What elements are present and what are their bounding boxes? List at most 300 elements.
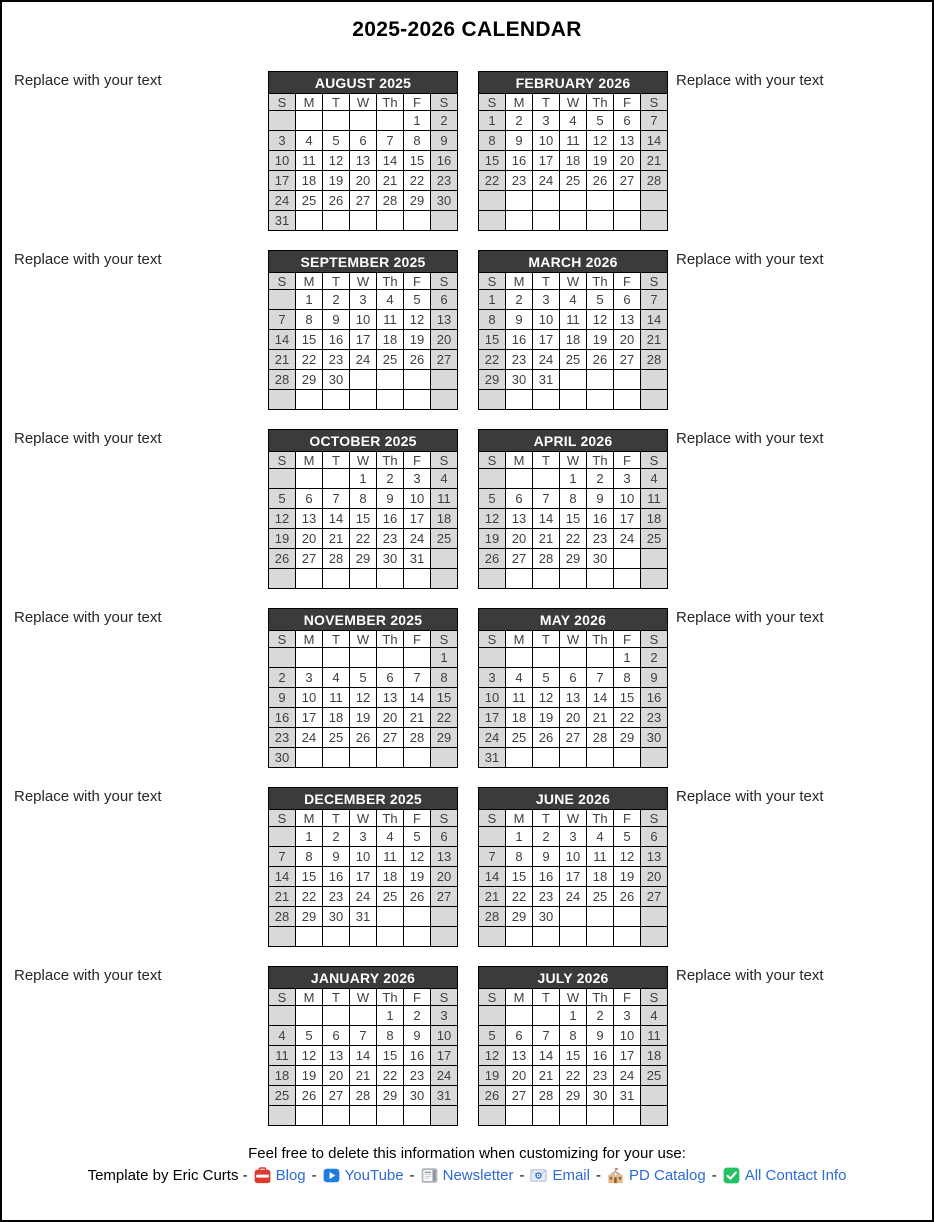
- day-cell: [350, 927, 377, 947]
- day-cell: 12: [479, 509, 506, 529]
- day-cell: 30: [323, 907, 350, 927]
- day-cell: 4: [641, 1006, 668, 1026]
- day-cell: 8: [350, 489, 377, 509]
- weekday-header: S: [269, 631, 296, 648]
- day-cell: 11: [296, 151, 323, 171]
- day-cell: [296, 927, 323, 947]
- day-cell: 1: [614, 648, 641, 668]
- day-cell: 12: [296, 1046, 323, 1066]
- weekday-header: S: [641, 452, 668, 469]
- day-cell: 20: [296, 529, 323, 549]
- weekday-header: M: [296, 989, 323, 1006]
- day-cell: 5: [479, 489, 506, 509]
- day-cell: [614, 390, 641, 410]
- weekday-header: S: [431, 810, 458, 827]
- day-cell: 5: [479, 1026, 506, 1046]
- weekday-header: W: [350, 94, 377, 111]
- week-row: [269, 549, 458, 569]
- day-cell: 14: [641, 310, 668, 330]
- day-cell: 29: [296, 907, 323, 927]
- day-cell: 1: [404, 111, 431, 131]
- week-row: [269, 151, 458, 171]
- day-cell: 18: [560, 151, 587, 171]
- week-row: [269, 390, 458, 410]
- link-email[interactable]: Email: [552, 1167, 590, 1184]
- link-all-contact-info[interactable]: All Contact Info: [744, 1167, 847, 1184]
- day-cell: [587, 191, 614, 211]
- weekday-header: Th: [587, 631, 614, 648]
- day-cell: [587, 748, 614, 768]
- weekday-header: F: [404, 989, 431, 1006]
- week-row: [479, 847, 668, 867]
- day-cell: [323, 648, 350, 668]
- day-cell: 4: [560, 111, 587, 131]
- day-cell: [377, 648, 404, 668]
- day-cell: 18: [560, 330, 587, 350]
- week-row: [479, 748, 668, 768]
- week-row: [479, 489, 668, 509]
- day-cell: 13: [431, 310, 458, 330]
- weekday-header: S: [431, 631, 458, 648]
- day-cell: 4: [269, 1026, 296, 1046]
- weekday-header: T: [323, 94, 350, 111]
- week-row: [479, 648, 668, 668]
- day-cell: [269, 1106, 296, 1126]
- day-cell: [479, 648, 506, 668]
- day-cell: 6: [377, 668, 404, 688]
- week-row: [479, 1106, 668, 1126]
- weekday-header: T: [533, 273, 560, 290]
- all-contact-info-icon[interactable]: [723, 1167, 740, 1184]
- day-cell: 2: [404, 1006, 431, 1026]
- day-cell: 25: [641, 1066, 668, 1086]
- weekday-header: Th: [377, 273, 404, 290]
- week-row: [269, 927, 458, 947]
- day-cell: 23: [323, 887, 350, 907]
- weekday-header: F: [614, 273, 641, 290]
- weekday-header: S: [479, 810, 506, 827]
- day-cell: 14: [377, 151, 404, 171]
- day-cell: 15: [506, 867, 533, 887]
- day-cell: 27: [506, 1086, 533, 1106]
- day-cell: 9: [506, 310, 533, 330]
- link-blog[interactable]: Blog: [275, 1167, 306, 1184]
- day-cell: [506, 469, 533, 489]
- weekday-header: T: [533, 94, 560, 111]
- day-cell: 5: [404, 290, 431, 310]
- email-icon[interactable]: [530, 1167, 547, 1184]
- weekday-header: T: [533, 452, 560, 469]
- day-cell: 4: [377, 290, 404, 310]
- placeholder-text-left[interactable]: Replace with your text: [14, 609, 162, 626]
- weekday-header: W: [560, 452, 587, 469]
- day-cell: [641, 390, 668, 410]
- week-row: [479, 350, 668, 370]
- week-row: [269, 111, 458, 131]
- weekday-header: F: [614, 810, 641, 827]
- day-cell: 13: [506, 509, 533, 529]
- placeholder-text-right[interactable]: Replace with your text: [676, 72, 824, 89]
- day-cell: 1: [479, 290, 506, 310]
- day-cell: 7: [479, 847, 506, 867]
- day-cell: 15: [479, 330, 506, 350]
- weekday-header: S: [641, 273, 668, 290]
- day-cell: 30: [377, 549, 404, 569]
- day-cell: [323, 111, 350, 131]
- day-cell: [479, 927, 506, 947]
- day-cell: 5: [323, 131, 350, 151]
- day-cell: [431, 907, 458, 927]
- day-cell: 1: [431, 648, 458, 668]
- day-cell: [614, 549, 641, 569]
- day-cell: 13: [323, 1046, 350, 1066]
- day-cell: 20: [614, 330, 641, 350]
- day-cell: 21: [533, 529, 560, 549]
- day-cell: 14: [587, 688, 614, 708]
- day-cell: 13: [614, 131, 641, 151]
- weekday-header: S: [431, 94, 458, 111]
- week-row: [269, 1066, 458, 1086]
- day-cell: [641, 1086, 668, 1106]
- day-cell: [587, 1106, 614, 1126]
- weekday-header: T: [323, 810, 350, 827]
- day-cell: 2: [587, 469, 614, 489]
- day-cell: 27: [377, 728, 404, 748]
- day-cell: 26: [404, 887, 431, 907]
- day-cell: 28: [587, 728, 614, 748]
- week-row: [269, 648, 458, 668]
- newsletter-icon[interactable]: [421, 1167, 438, 1184]
- month-calendar: [268, 787, 458, 947]
- day-cell: 23: [269, 728, 296, 748]
- day-cell: 19: [404, 867, 431, 887]
- day-cell: 18: [296, 171, 323, 191]
- day-cell: 10: [533, 310, 560, 330]
- day-cell: [479, 390, 506, 410]
- day-cell: [479, 569, 506, 589]
- day-cell: 11: [641, 1026, 668, 1046]
- day-cell: 24: [350, 887, 377, 907]
- day-cell: [587, 927, 614, 947]
- weekday-header: M: [296, 94, 323, 111]
- day-cell: 27: [350, 191, 377, 211]
- weekday-header: Th: [377, 989, 404, 1006]
- day-cell: 27: [296, 549, 323, 569]
- day-cell: 30: [269, 748, 296, 768]
- day-cell: 24: [533, 350, 560, 370]
- weekday-header: S: [479, 631, 506, 648]
- day-cell: [404, 748, 431, 768]
- placeholder-text-right[interactable]: Replace with your text: [676, 967, 824, 984]
- day-cell: 28: [533, 549, 560, 569]
- day-cell: 2: [269, 668, 296, 688]
- day-cell: [641, 549, 668, 569]
- weekday-header: F: [404, 452, 431, 469]
- weekday-header: T: [533, 989, 560, 1006]
- weekday-header: M: [296, 810, 323, 827]
- day-cell: [296, 211, 323, 231]
- day-cell: 7: [641, 290, 668, 310]
- day-cell: 8: [479, 131, 506, 151]
- day-cell: 23: [506, 350, 533, 370]
- day-cell: [533, 648, 560, 668]
- day-cell: 8: [296, 310, 323, 330]
- day-cell: 28: [269, 370, 296, 390]
- week-row: [269, 171, 458, 191]
- day-cell: [431, 748, 458, 768]
- day-cell: [560, 390, 587, 410]
- day-cell: 19: [587, 330, 614, 350]
- day-cell: 3: [350, 827, 377, 847]
- day-cell: 12: [404, 847, 431, 867]
- day-cell: [296, 1006, 323, 1026]
- day-cell: [377, 211, 404, 231]
- day-cell: [296, 748, 323, 768]
- month-title: FEBRUARY 2026: [479, 72, 668, 94]
- day-cell: [431, 390, 458, 410]
- day-cell: 3: [614, 1006, 641, 1026]
- week-row: [479, 1046, 668, 1066]
- day-cell: 7: [533, 489, 560, 509]
- day-cell: 28: [533, 1086, 560, 1106]
- day-cell: 19: [533, 708, 560, 728]
- day-cell: 13: [377, 688, 404, 708]
- day-cell: [614, 907, 641, 927]
- day-cell: 1: [350, 469, 377, 489]
- day-cell: [431, 549, 458, 569]
- day-cell: 9: [641, 668, 668, 688]
- week-row: [479, 131, 668, 151]
- day-cell: 22: [431, 708, 458, 728]
- week-row: [479, 111, 668, 131]
- day-cell: 6: [506, 489, 533, 509]
- calendar-row: [2, 966, 932, 1126]
- day-cell: 1: [377, 1006, 404, 1026]
- placeholder-text-left[interactable]: Replace with your text: [14, 430, 162, 447]
- day-cell: [431, 1106, 458, 1126]
- day-cell: [323, 469, 350, 489]
- day-cell: 19: [296, 1066, 323, 1086]
- day-cell: 11: [377, 310, 404, 330]
- week-row: [479, 171, 668, 191]
- month-title: MAY 2026: [479, 609, 668, 631]
- day-cell: 29: [377, 1086, 404, 1106]
- day-cell: [533, 569, 560, 589]
- placeholder-text-left[interactable]: Replace with your text: [14, 251, 162, 268]
- day-cell: 24: [614, 1066, 641, 1086]
- weekday-header: S: [479, 94, 506, 111]
- day-cell: 16: [506, 151, 533, 171]
- day-cell: 30: [431, 191, 458, 211]
- day-cell: 22: [296, 887, 323, 907]
- day-cell: [560, 927, 587, 947]
- day-cell: 26: [479, 1086, 506, 1106]
- link-youtube[interactable]: YouTube: [344, 1167, 404, 1184]
- day-cell: 11: [323, 688, 350, 708]
- day-cell: 7: [587, 668, 614, 688]
- day-cell: 31: [614, 1086, 641, 1106]
- weekday-header: W: [350, 452, 377, 469]
- footer-note: Feel free to delete this information when customizing for your use:: [248, 1145, 686, 1162]
- blog-icon[interactable]: [254, 1167, 271, 1184]
- day-cell: [506, 569, 533, 589]
- day-cell: [377, 907, 404, 927]
- day-cell: [404, 390, 431, 410]
- day-cell: [479, 1106, 506, 1126]
- day-cell: 28: [404, 728, 431, 748]
- day-cell: 25: [269, 1086, 296, 1106]
- day-cell: [269, 648, 296, 668]
- day-cell: 12: [350, 688, 377, 708]
- week-row: [479, 668, 668, 688]
- day-cell: 28: [377, 191, 404, 211]
- week-row: [479, 907, 668, 927]
- weekday-header: W: [560, 631, 587, 648]
- month-calendar: [268, 250, 458, 410]
- day-cell: 3: [296, 668, 323, 688]
- day-cell: 6: [614, 111, 641, 131]
- day-cell: [641, 191, 668, 211]
- weekday-header: W: [560, 810, 587, 827]
- day-cell: 27: [431, 350, 458, 370]
- week-row: [269, 350, 458, 370]
- day-cell: [323, 748, 350, 768]
- day-cell: [533, 927, 560, 947]
- day-cell: 5: [296, 1026, 323, 1046]
- day-cell: 2: [506, 290, 533, 310]
- week-row: [269, 509, 458, 529]
- week-row: [269, 708, 458, 728]
- month-calendar: [268, 71, 458, 231]
- day-cell: 15: [560, 1046, 587, 1066]
- day-cell: 30: [533, 907, 560, 927]
- day-cell: 22: [404, 171, 431, 191]
- link-newsletter[interactable]: Newsletter: [442, 1167, 514, 1184]
- week-row: [269, 688, 458, 708]
- week-row: [479, 191, 668, 211]
- day-cell: 25: [587, 887, 614, 907]
- day-cell: [377, 370, 404, 390]
- week-row: [479, 1026, 668, 1046]
- week-row: [269, 211, 458, 231]
- day-cell: 2: [323, 290, 350, 310]
- day-cell: [641, 927, 668, 947]
- day-cell: 19: [404, 330, 431, 350]
- day-cell: 16: [377, 509, 404, 529]
- youtube-icon[interactable]: [323, 1167, 340, 1184]
- day-cell: 24: [269, 191, 296, 211]
- weekday-header: Th: [587, 989, 614, 1006]
- weekday-header: M: [506, 989, 533, 1006]
- placeholder-text-right[interactable]: Replace with your text: [676, 609, 824, 626]
- day-cell: 10: [533, 131, 560, 151]
- day-cell: 10: [560, 847, 587, 867]
- day-cell: 4: [323, 668, 350, 688]
- month-title: JUNE 2026: [479, 788, 668, 810]
- month-title: SEPTEMBER 2025: [269, 251, 458, 273]
- day-cell: 6: [323, 1026, 350, 1046]
- day-cell: [614, 927, 641, 947]
- day-cell: 25: [377, 350, 404, 370]
- day-cell: [350, 1106, 377, 1126]
- weekday-header: Th: [377, 94, 404, 111]
- day-cell: 8: [479, 310, 506, 330]
- day-cell: 18: [431, 509, 458, 529]
- day-cell: 14: [533, 1046, 560, 1066]
- day-cell: 9: [587, 489, 614, 509]
- day-cell: 27: [614, 171, 641, 191]
- day-cell: 23: [587, 1066, 614, 1086]
- day-cell: [431, 927, 458, 947]
- day-cell: 4: [641, 469, 668, 489]
- week-row: [269, 1086, 458, 1106]
- day-cell: [560, 648, 587, 668]
- placeholder-text-right[interactable]: Replace with your text: [676, 788, 824, 805]
- day-cell: [269, 469, 296, 489]
- day-cell: 20: [431, 330, 458, 350]
- day-cell: 6: [350, 131, 377, 151]
- placeholder-text-left[interactable]: Replace with your text: [14, 967, 162, 984]
- week-row: [479, 708, 668, 728]
- day-cell: 10: [431, 1026, 458, 1046]
- day-cell: 9: [587, 1026, 614, 1046]
- day-cell: 10: [350, 310, 377, 330]
- weekday-header: W: [350, 810, 377, 827]
- calendar-row: [2, 250, 932, 410]
- pd-catalog-icon[interactable]: [607, 1167, 624, 1184]
- day-cell: [404, 211, 431, 231]
- day-cell: 14: [641, 131, 668, 151]
- day-cell: 10: [614, 489, 641, 509]
- day-cell: 3: [560, 827, 587, 847]
- day-cell: 21: [269, 887, 296, 907]
- day-cell: 22: [479, 350, 506, 370]
- day-cell: 21: [350, 1066, 377, 1086]
- day-cell: 31: [533, 370, 560, 390]
- day-cell: [296, 569, 323, 589]
- day-cell: 17: [296, 708, 323, 728]
- month-calendar: [478, 608, 668, 768]
- day-cell: 8: [506, 847, 533, 867]
- byline: Template by Eric Curts -: [87, 1167, 248, 1184]
- weekday-header: T: [323, 989, 350, 1006]
- day-cell: 7: [377, 131, 404, 151]
- placeholder-text-left[interactable]: Replace with your text: [14, 72, 162, 89]
- placeholder-text-right[interactable]: Replace with your text: [676, 251, 824, 268]
- weekday-header: F: [404, 810, 431, 827]
- link-pd-catalog[interactable]: PD Catalog: [628, 1167, 706, 1184]
- month-title: OCTOBER 2025: [269, 430, 458, 452]
- day-cell: 30: [506, 370, 533, 390]
- placeholder-text-left[interactable]: Replace with your text: [14, 788, 162, 805]
- weekday-header: S: [641, 989, 668, 1006]
- day-cell: 12: [404, 310, 431, 330]
- weekday-header: Th: [587, 452, 614, 469]
- day-cell: 13: [431, 847, 458, 867]
- week-row: [269, 668, 458, 688]
- day-cell: 3: [431, 1006, 458, 1026]
- placeholder-text-right[interactable]: Replace with your text: [676, 430, 824, 447]
- month-title: AUGUST 2025: [269, 72, 458, 94]
- week-row: [269, 1046, 458, 1066]
- day-cell: 3: [404, 469, 431, 489]
- day-cell: 5: [533, 668, 560, 688]
- day-cell: [404, 907, 431, 927]
- day-cell: 28: [479, 907, 506, 927]
- day-cell: [533, 211, 560, 231]
- weekday-header: T: [323, 273, 350, 290]
- weekday-header: S: [641, 94, 668, 111]
